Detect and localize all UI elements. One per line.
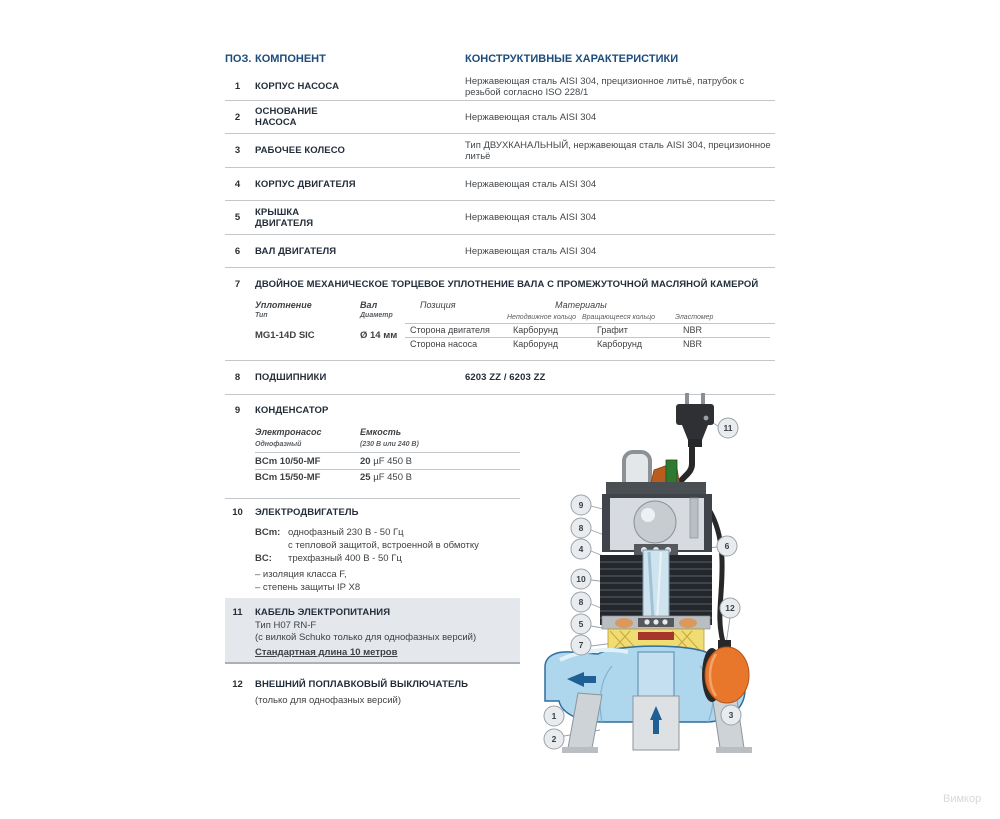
row-number: 6: [234, 245, 241, 257]
capacity-col-header: Емкость: [360, 427, 402, 437]
component-name: РАБОЧЕЕ КОЛЕСО: [255, 145, 345, 156]
pump-col-sub: Однофазный: [255, 441, 302, 448]
cable-note: (с вилкой Schuko только для однофазных версий): [255, 632, 477, 643]
bcm-text2: с тепловой защитой, встроенной в обмотку: [288, 540, 479, 551]
seal-col-header: Уплотнение: [255, 300, 312, 310]
svg-text:1: 1: [551, 711, 557, 721]
seal-line-stationary: Карборунд: [513, 339, 559, 349]
motor-bullet: – изоляция класса F,: [255, 569, 347, 580]
component-name: ЭЛЕКТРОДВИГАТЕЛЬ: [255, 507, 359, 518]
callout-12: [720, 598, 740, 618]
component-name: КОРПУС НАСОСА: [255, 81, 340, 92]
component-name: КОНДЕНСАТОР: [255, 405, 329, 416]
seal-col-sub: Тип: [255, 312, 268, 319]
table-row: [225, 168, 775, 201]
row-number: 1: [234, 81, 241, 92]
callout-7: [571, 635, 591, 655]
divider: [255, 452, 520, 453]
seal-line-elastomer: NBR: [683, 325, 703, 335]
callout-4: [571, 539, 591, 559]
svg-text:7: 7: [578, 640, 584, 650]
capacitor-model: BCm 10/50-MF: [255, 456, 321, 467]
seal-line-position: Сторона двигателя: [410, 325, 490, 335]
table-row: [225, 73, 775, 101]
motor-row: [225, 499, 520, 598]
capacitor-value: [360, 456, 412, 467]
component-name: КРЫШКА ДВИГАТЕЛЯ: [255, 206, 314, 229]
cable-row-highlighted: [225, 598, 520, 664]
component-desc: Нержавеющая сталь AISI 304: [465, 178, 597, 190]
capacity-unit: µF 450 В: [373, 472, 412, 483]
capacitor-row: [225, 395, 520, 499]
table-row: [225, 101, 775, 134]
table-row: [225, 235, 775, 268]
seal-line-stationary: Карборунд: [513, 325, 559, 335]
plug-icon: [676, 393, 714, 447]
component-desc: Нержавеющая сталь AISI 304, прецизионное литьё, патрубок с резьбой согласно ISO 228/1: [465, 75, 745, 98]
materials-col-header: Материалы: [555, 300, 607, 310]
bcm-text: однофазный 230 В - 50 Гц: [288, 527, 404, 538]
elastomer-header: Эластомер: [675, 314, 714, 321]
row-number: 9: [234, 405, 241, 416]
position-col-header: Позиция: [420, 300, 456, 310]
table-row: [225, 201, 775, 235]
characteristics-column-header: КОНСТРУКТИВНЫЕ ХАРАКТЕРИСТИКИ: [465, 53, 679, 65]
bc-label: BC:: [255, 553, 272, 564]
component-name: ВАЛ ДВИГАТЕЛЯ: [255, 245, 337, 257]
row-number: 11: [232, 607, 243, 618]
callout-5: [571, 614, 591, 634]
svg-text:12: 12: [725, 603, 735, 613]
svg-text:11: 11: [723, 423, 733, 433]
component-name: ПОДШИПНИКИ: [255, 372, 327, 383]
component-name: КОРПУС ДВИГАТЕЛЯ: [255, 178, 356, 190]
seal-line-rotating: Карборунд: [597, 339, 643, 349]
component-column-header: КОМПОНЕНТ: [255, 53, 326, 65]
motor-cover: [602, 616, 710, 629]
capacitor-value: [360, 472, 412, 483]
row-number: 8: [234, 372, 241, 383]
row-number: 4: [234, 178, 241, 190]
component-desc: Нержавеющая сталь AISI 304: [465, 212, 597, 223]
callout-8: [571, 518, 591, 538]
callout-3: [721, 705, 741, 725]
svg-text:8: 8: [578, 597, 584, 607]
component-desc: Нержавеющая сталь AISI 304: [465, 245, 597, 257]
component-name: ВНЕШНИЙ ПОПЛАВКОВЫЙ ВЫКЛЮЧАТЕЛЬ: [255, 679, 469, 690]
row-number: 3: [234, 145, 241, 156]
motor-bullet: – степень защиты IP X8: [255, 582, 361, 593]
shaft-col-header: Вал: [360, 300, 378, 310]
capacitor-chamber: [602, 482, 712, 552]
callout-6: [717, 536, 737, 556]
seal-type-value: MG1-14D SIC: [255, 330, 315, 341]
float-switch: [702, 640, 749, 703]
shaft-col-sub: Диаметр: [360, 312, 393, 319]
svg-text:10: 10: [576, 574, 586, 584]
callout-1: [544, 706, 564, 726]
callout-9: [571, 495, 591, 515]
capacity-col-sub: (230 В или 240 В): [360, 441, 419, 448]
divider: [405, 337, 770, 338]
table-row: [225, 134, 775, 168]
row-number: 12: [232, 679, 243, 690]
bearings-value: 6203 ZZ / 6203 ZZ: [465, 372, 546, 383]
float-switch-note: (только для однофазных версий): [255, 695, 402, 706]
seal-row: [225, 268, 775, 361]
callout-10: [571, 569, 591, 589]
table-header: [225, 45, 775, 73]
row-number: 10: [232, 507, 243, 518]
divider: [405, 323, 775, 324]
component-name: КАБЕЛЬ ЭЛЕКТРОПИТАНИЯ: [255, 607, 391, 618]
cable-type: Тип H07 RN-F: [255, 620, 317, 631]
capacity-number: 20: [360, 456, 371, 467]
row-number: 7: [234, 279, 241, 290]
watermark: Вимкор: [943, 793, 982, 805]
float-switch-row: [225, 664, 520, 720]
svg-text:8: 8: [578, 523, 584, 533]
svg-text:6: 6: [724, 541, 730, 551]
svg-text:9: 9: [578, 500, 584, 510]
pump-diagram: [540, 390, 775, 765]
capacity-unit: µF 450 В: [373, 456, 412, 467]
capacitor-model: BCm 15/50-MF: [255, 472, 321, 483]
shaft-diameter-value: Ø 14 мм: [360, 330, 398, 341]
seal-line-elastomer: NBR: [683, 339, 703, 349]
rotating-ring-header: Вращающееся кольцо: [582, 314, 656, 321]
svg-text:5: 5: [578, 619, 584, 629]
seal-line-position: Сторона насоса: [410, 339, 478, 349]
component-desc: Нержавеющая сталь AISI 304: [465, 111, 597, 123]
svg-text:3: 3: [728, 710, 734, 720]
svg-text:4: 4: [578, 544, 584, 554]
component-name: ОСНОВАНИЕ НАСОСА: [255, 106, 318, 128]
svg-text:2: 2: [551, 734, 557, 744]
divider: [255, 469, 520, 470]
row-number: 5: [234, 212, 241, 223]
seal-title: ДВОЙНОЕ МЕХАНИЧЕСКОЕ ТОРЦЕВОЕ УПЛОТНЕНИЕ ВАЛА С ПРОМЕЖУТОЧНОЙ МАСЛЯНОЙ КАМЕРОЙ: [255, 279, 759, 290]
seal-line-rotating: Графит: [597, 325, 628, 335]
bc-text: трехфазный 400 В - 50 Гц: [288, 553, 402, 564]
cable-length: Стандартная длина 10 метров: [255, 647, 398, 658]
row-number: 2: [234, 111, 241, 123]
component-desc: Тип ДВУХКАНАЛЬНЫЙ, нержавеющая сталь AISI 304, прецизионное литьё: [465, 139, 771, 162]
capacity-number: 25: [360, 472, 371, 483]
callout-8b: [571, 592, 591, 612]
bcm-label: BCm:: [255, 527, 281, 538]
pump-col-header: Электронасос: [255, 427, 322, 437]
callout-2: [544, 729, 564, 749]
callout-11: [718, 418, 738, 438]
stationary-ring-header: Неподвижное кольцо: [507, 314, 577, 321]
pos-column-header: ПОЗ.: [225, 53, 252, 65]
